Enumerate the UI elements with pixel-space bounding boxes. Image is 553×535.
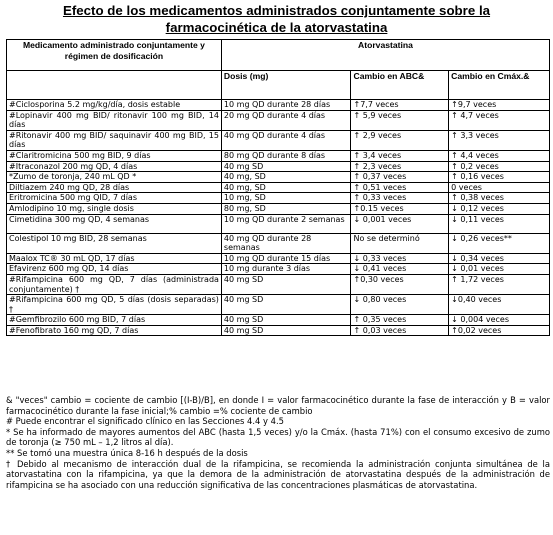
header-row-1 bbox=[7, 40, 550, 71]
cell-dosis: 20 mg QD durante 4 días bbox=[221, 110, 351, 130]
table-row bbox=[7, 100, 550, 111]
cell-dosis: 40 mg SD bbox=[221, 274, 351, 294]
interaction-table bbox=[6, 39, 550, 336]
title-line-2: farmacocinética de la atorvastatina bbox=[165, 20, 388, 35]
footnote-significado: # Puede encontrar el significado clínico en las Secciones 4.4 y 4.5 bbox=[6, 416, 284, 427]
cell-dosis: 40 mg SD bbox=[221, 315, 351, 326]
cell-cambio-abc: ↑ 0,37 veces bbox=[351, 172, 449, 183]
cell-medicamento: #Rifampicina 600 mg QD, 5 días (dosis separadas) † bbox=[7, 295, 222, 315]
cell-cambio-abc: ↑ 2,3 veces bbox=[351, 161, 449, 172]
cell-dosis: 10 mg QD durante 15 días bbox=[221, 253, 351, 264]
cell-cambio-cmax: ↓ 0,004 veces bbox=[449, 315, 550, 326]
cell-dosis: 10 mg QD durante 2 semanas bbox=[221, 214, 351, 233]
cell-cambio-abc: ↑ 2,9 veces bbox=[351, 130, 449, 150]
cell-medicamento: #Gemfibrozilo 600 mg BID, 7 días bbox=[7, 315, 222, 326]
table-row bbox=[7, 233, 550, 253]
cell-cambio-abc: ↑ 3,4 veces bbox=[351, 150, 449, 161]
header-cambio-abc: Cambio en ABC& bbox=[351, 71, 449, 100]
cell-medicamento: #Ritonavir 400 mg BID/ saquinavir 400 mg BID, 15 días bbox=[7, 130, 222, 150]
cell-medicamento: Cimetidina 300 mg QD, 4 semanas bbox=[7, 214, 222, 233]
table-row bbox=[7, 203, 550, 214]
header-cambio-cmax: Cambio en Cmáx.& bbox=[449, 71, 550, 100]
cell-cambio-abc: ↓ 0,33 veces bbox=[351, 253, 449, 264]
table-row bbox=[7, 172, 550, 183]
table-row bbox=[7, 264, 550, 275]
cell-medicamento: Colestipol 10 mg BID, 28 semanas bbox=[7, 233, 222, 253]
cell-cambio-abc: ↑0.15 veces bbox=[351, 203, 449, 214]
cell-cambio-cmax: ↑ 4,4 veces bbox=[449, 150, 550, 161]
cell-cambio-cmax: ↓ 0,11 veces bbox=[449, 214, 550, 233]
cell-cambio-cmax: 0 veces bbox=[449, 182, 550, 193]
cell-cambio-abc: ↑0,30 veces bbox=[351, 274, 449, 294]
cell-dosis: 40 mg, SD bbox=[221, 182, 351, 193]
cell-dosis: 40 mg QD durante 28 semanas bbox=[221, 233, 351, 253]
cell-cambio-cmax: ↑ 0,38 veces bbox=[449, 193, 550, 204]
cell-medicamento: #Fenofibrato 160 mg QD, 7 días bbox=[7, 325, 222, 336]
cell-cambio-cmax: ↑ 1,72 veces bbox=[449, 274, 550, 294]
table-row bbox=[7, 274, 550, 294]
footnote-muestra: ** Se tomó una muestra única 8-16 h después de la dosis bbox=[6, 447, 248, 458]
cell-dosis: 40 mg, SD bbox=[221, 172, 351, 183]
cell-cambio-abc: ↑7,7 veces bbox=[351, 100, 449, 111]
header-row-2 bbox=[7, 71, 550, 100]
table-row bbox=[7, 182, 550, 193]
table-row bbox=[7, 315, 550, 326]
table-row bbox=[7, 193, 550, 204]
cell-medicamento: #Lopinavir 400 mg BID/ ritonavir 100 mg BID, 14 días bbox=[7, 110, 222, 130]
table-row bbox=[7, 295, 550, 315]
title-line-1: Efecto de los medicamentos administrados conjuntamente sobre la bbox=[62, 3, 491, 18]
cell-dosis: 40 mg QD durante 4 días bbox=[221, 130, 351, 150]
cell-medicamento: #Rifampicina 600 mg QD, 7 días (administrada conjuntamente) † bbox=[7, 274, 222, 294]
cell-cambio-abc: No se determinó bbox=[351, 233, 449, 253]
cell-dosis: 40 mg SD bbox=[221, 295, 351, 315]
document-title bbox=[0, 2, 553, 36]
cell-medicamento: #Itraconazol 200 mg QD, 4 días bbox=[7, 161, 222, 172]
table-row bbox=[7, 214, 550, 233]
cell-cambio-cmax: ↑0,02 veces bbox=[449, 325, 550, 336]
cell-cambio-cmax: ↑ 0,2 veces bbox=[449, 161, 550, 172]
cell-cambio-cmax: ↓ 0,26 veces** bbox=[449, 233, 550, 253]
cell-dosis: 80 mg QD durante 8 días bbox=[221, 150, 351, 161]
cell-medicamento: #Claritromicina 500 mg BID, 9 días bbox=[7, 150, 222, 161]
table-row bbox=[7, 110, 550, 130]
cell-cambio-abc: ↑ 5,9 veces bbox=[351, 110, 449, 130]
cell-cambio-abc: ↓ 0,41 veces bbox=[351, 264, 449, 275]
cell-cambio-abc: ↑ 0,33 veces bbox=[351, 193, 449, 204]
footnote-rifampicina: † Debido al mecanismo de interacción dual de la rifampicina, se recomienda la administración conjunta simultánea de la atorvastatina con la rifampicina, ya que la demora de la administración de atorvastatina después de la administración de rifampicina se ha asociado con una reducción significativa de las concentraciones plasmáticas de atorvastatina. bbox=[6, 458, 550, 490]
cell-cambio-abc: ↑ 0,35 veces bbox=[351, 315, 449, 326]
cell-medicamento: Maalox TC® 30 mL QD, 17 días bbox=[7, 253, 222, 264]
cell-medicamento: Efavirenz 600 mg QD, 14 días bbox=[7, 264, 222, 275]
cell-dosis: 10 mg, SD bbox=[221, 193, 351, 204]
cell-dosis: 10 mg QD durante 28 días bbox=[221, 100, 351, 111]
header-dosis: Dosis (mg) bbox=[221, 71, 351, 100]
cell-cambio-cmax: ↑ 4,7 veces bbox=[449, 110, 550, 130]
footnote-veces: & "veces" cambio = cociente de cambio [(I-B)/B], en donde I = valor farmacocinético durante la fase de interacción y B = valor farmacocinético durante la fase inicial;% cambio =% cociente de cambio bbox=[6, 395, 550, 416]
cell-cambio-cmax: ↑ 3,3 veces bbox=[449, 130, 550, 150]
cell-cambio-cmax: ↓ 0,01 veces bbox=[449, 264, 550, 275]
cell-cambio-cmax: ↓ 0,34 veces bbox=[449, 253, 550, 264]
cell-medicamento: Diltiazem 240 mg QD, 28 días bbox=[7, 182, 222, 193]
cell-medicamento: Eritromicina 500 mg QID, 7 días bbox=[7, 193, 222, 204]
cell-dosis: 10 mg durante 3 días bbox=[221, 264, 351, 275]
header-atorvastatina: Atorvastatina bbox=[221, 40, 549, 71]
cell-cambio-abc: ↑ 0,51 veces bbox=[351, 182, 449, 193]
cell-cambio-cmax: ↓ 0,12 veces bbox=[449, 203, 550, 214]
header-blank bbox=[7, 71, 222, 100]
table-row bbox=[7, 253, 550, 264]
cell-medicamento: #Ciclosporina 5.2 mg/kg/día, dosis estable bbox=[7, 100, 222, 111]
table-row bbox=[7, 161, 550, 172]
cell-cambio-cmax: ↑ 0,16 veces bbox=[449, 172, 550, 183]
cell-cambio-abc: ↑ 0,03 veces bbox=[351, 325, 449, 336]
table-row bbox=[7, 150, 550, 161]
cell-medicamento: Amlodipino 10 mg, single dosis bbox=[7, 203, 222, 214]
cell-cambio-cmax: ↓0,40 veces bbox=[449, 295, 550, 315]
table-row bbox=[7, 325, 550, 336]
footnotes bbox=[6, 395, 550, 490]
header-medicamento: Medicamento administrado conjuntamente y régimen de dosificación bbox=[7, 40, 222, 71]
table-body bbox=[7, 100, 550, 336]
cell-cambio-cmax: ↑9,7 veces bbox=[449, 100, 550, 111]
cell-dosis: 40 mg SD bbox=[221, 161, 351, 172]
cell-cambio-abc: ↓ 0,80 veces bbox=[351, 295, 449, 315]
table-row bbox=[7, 130, 550, 150]
cell-cambio-abc: ↓ 0,001 veces bbox=[351, 214, 449, 233]
footnote-toronja: * Se ha informado de mayores aumentos del ABC (hasta 1,5 veces) y/o la Cmáx. (hasta 71%) con el consumo excesivo de zumo de toronja (≥ 750 mL – 1,2 litros al día). bbox=[6, 426, 550, 448]
cell-dosis: 80 mg, SD bbox=[221, 203, 351, 214]
cell-medicamento: *Zumo de toronja, 240 mL QD * bbox=[7, 172, 222, 183]
cell-dosis: 40 mg SD bbox=[221, 325, 351, 336]
